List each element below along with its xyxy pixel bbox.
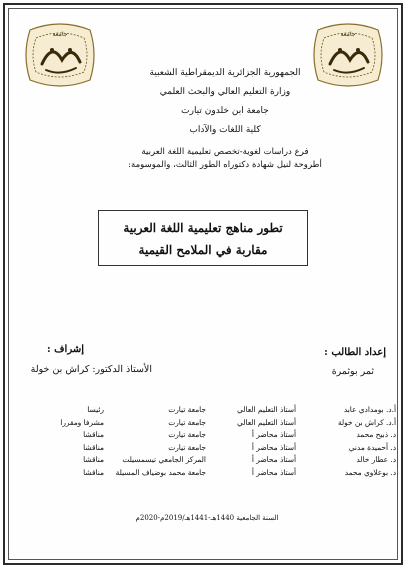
student-name: ثمر بوثمرة xyxy=(331,366,374,377)
table-row xyxy=(12,467,396,480)
jury-name: أ.د. بومدادي عابد xyxy=(343,405,396,414)
jury-role: مناقشا xyxy=(83,467,104,477)
logo-caption-right: جامعة xyxy=(340,31,356,38)
table-row xyxy=(12,404,396,417)
jury-name: د. عطار خالد xyxy=(356,455,396,464)
jury-name: أ.د. كراش بن خولة xyxy=(337,417,396,427)
ministry-line: وزارة التعليم العالي والبحث العلمي xyxy=(159,87,291,97)
jury-university: جامعة تيارت xyxy=(168,417,206,427)
table-row xyxy=(12,454,396,467)
jury-rank: أستاذ محاضر أ xyxy=(251,430,296,439)
jury-name: د. بوعلاوي محمد xyxy=(344,467,396,477)
jury-role: مناقشا xyxy=(83,442,104,452)
thesis-line: أطروحة لنيل شهادة دكتوراه الطور الثالث، والموسومة: xyxy=(128,160,322,170)
jury-rank: أستاذ التعليم العالي xyxy=(237,405,296,414)
thesis-title-box xyxy=(98,210,308,266)
supervisor-name: الأستاذ الدكتور: كراش بن خولة xyxy=(30,364,152,375)
institution-header xyxy=(110,64,340,172)
jury-rank: أستاذ محاضر أ xyxy=(251,467,296,477)
jury-university: المركز الجامعي تيسمسيلت xyxy=(122,455,206,464)
thesis-title-line2: مقاربة في الملامح القيمية xyxy=(138,243,268,257)
republic-line: الجمهورية الجزائرية الديمقراطية الشعبية xyxy=(149,68,301,78)
jury-university: جامعة تيارت xyxy=(168,430,206,439)
jury-rank: أستاذ التعليم العالي xyxy=(237,417,296,427)
table-row xyxy=(12,417,396,430)
jury-role: رئيسا xyxy=(87,405,104,414)
jury-name: د. أحميدة مدني xyxy=(348,442,396,452)
jury-university: جامعة تيارت xyxy=(168,442,206,452)
jury-university: جامعة محمد بوضياف المسيلة xyxy=(115,467,206,477)
university-logo-left xyxy=(22,20,98,90)
jury-role: مناقشا xyxy=(83,455,104,464)
supervisor-label: إشراف : xyxy=(47,344,84,355)
jury-rank: أستاذ محاضر أ xyxy=(251,442,296,452)
jury-role: مشرفا ومقررا xyxy=(60,417,104,427)
jury-table xyxy=(12,404,396,479)
jury-university: جامعة تيارت xyxy=(168,405,206,414)
faculty-line: كلية اللغات والآداب xyxy=(189,125,261,135)
university-line: جامعة ابن خلدون تيارت xyxy=(181,106,269,116)
prepared-by-label: إعداد الطالب : xyxy=(324,347,386,358)
table-row xyxy=(12,442,396,455)
academic-year: السنة الجامعية 1440هـ-1441هـ/2019م-2020م xyxy=(135,514,279,522)
jury-role: مناقشا xyxy=(83,430,104,439)
jury-rank: أستاذ محاضر أ xyxy=(251,455,296,464)
jury-name: د. ذبيح محمد xyxy=(356,430,396,439)
thesis-title-line1: تطور مناهج تعليمية اللغة العربية xyxy=(123,221,283,235)
table-row xyxy=(12,429,396,442)
branch-line: فرع دراسات لغوية-تخصص تعليمية اللغة العربية xyxy=(141,147,309,157)
logo-caption-left: جامعة xyxy=(52,31,68,38)
